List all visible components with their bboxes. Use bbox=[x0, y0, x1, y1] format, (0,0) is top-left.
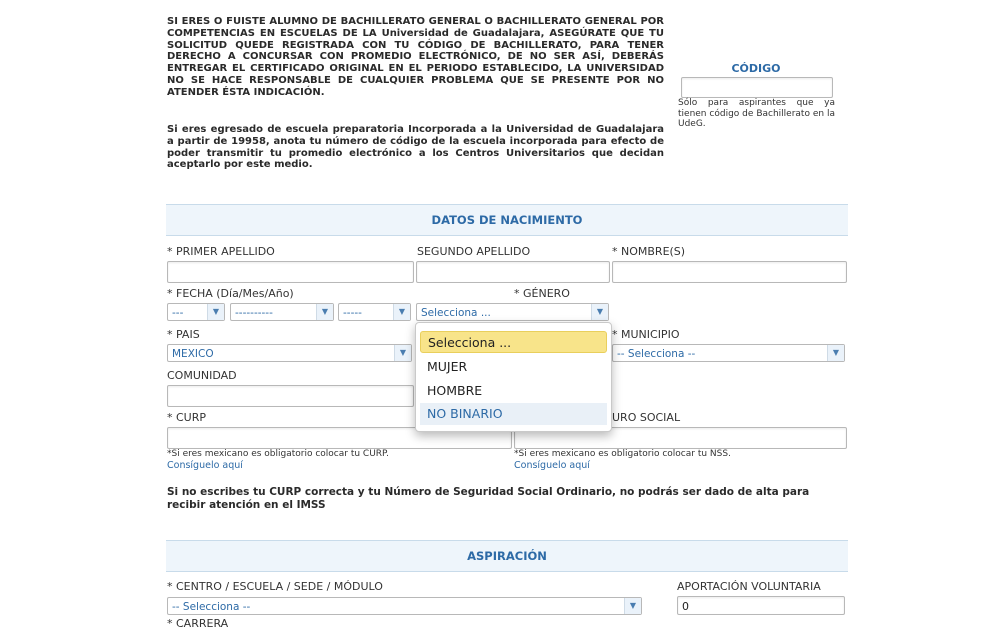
comunidad-input[interactable] bbox=[167, 385, 414, 407]
curp-link[interactable]: Consíguelo aquí bbox=[167, 460, 243, 471]
primer-apellido-label: * PRIMER APELLIDO bbox=[167, 245, 275, 258]
aspiracion-header: ASPIRACIÓN bbox=[166, 540, 848, 572]
centro-select[interactable] bbox=[167, 597, 642, 615]
codigo-hint: Sólo para aspirantes que ya tienen código de Bachillerato en la UdeG. bbox=[678, 98, 835, 129]
municipio-label: * MUNICIPIO bbox=[612, 328, 680, 341]
municipio-select[interactable] bbox=[612, 344, 845, 362]
fecha-dia-value: --- bbox=[172, 307, 184, 319]
nss-hint: *Si eres mexicano es obligatorio colocar tu NSS. bbox=[514, 449, 731, 459]
pais-select-value: MEXICO bbox=[172, 348, 214, 360]
genero-select[interactable] bbox=[416, 303, 609, 321]
incorporada-notice: Si eres egresado de escuela preparatoria Incorporada a la Universidad de Guadalajara a partir de 19958, anota tu número de código de la escuela incorporada para efecto de poder transmitir tu promedio electrónico a los Centros Universitarios que decidan aceptarlo por este medio. bbox=[167, 124, 664, 171]
chevron-down-icon: ▼ bbox=[827, 345, 844, 361]
fecha-mes-select[interactable] bbox=[230, 303, 334, 321]
genero-option-hombre[interactable]: HOMBRE bbox=[427, 383, 483, 398]
genero-select-value: Selecciona ... bbox=[421, 307, 491, 319]
nss-label: URO SOCIAL bbox=[612, 411, 681, 424]
genero-label: * GÉNERO bbox=[514, 287, 570, 300]
fecha-label: * FECHA (Día/Mes/Año) bbox=[167, 287, 294, 300]
bachillerato-notice: SI ERES O FUISTE ALUMNO DE BACHILLERATO GENERAL O BACHILLERATO GENERAL POR COMPETENCIAS EN ESCUELAS DE LA Universidad de Guadalajara, ASEGÚRATE QUE TU SOLICITUD QUEDE REGISTRADA CON TU CÓDIGO DE BACHILLERATO, PARA TENER DERECHO A CONCURSAR CON PROMEDIO ELECTRÓNICO, DE NO SER ASÍ, DEBERÁS ENTREGAR EL CERTIFICADO ORIGINAL EN EL PERIODO ESTABLECIDO, LA UNIVERSIDAD NO SE HACE RESPONSABLE DE CUALQUIER PROBLEMA QUE SE PRESENTE POR NO ATENDER ÉSTA INDICACIÓN. bbox=[167, 16, 664, 98]
datos-nacimiento-header: DATOS DE NACIMIENTO bbox=[166, 204, 848, 236]
nombres-input[interactable] bbox=[612, 261, 847, 283]
fecha-mes-value: ---------- bbox=[235, 307, 273, 319]
chevron-down-icon: ▼ bbox=[393, 304, 410, 320]
nss-link[interactable]: Consíguelo aquí bbox=[514, 460, 590, 471]
segundo-apellido-input[interactable] bbox=[416, 261, 610, 283]
nombres-label: * NOMBRE(S) bbox=[612, 245, 686, 258]
genero-option-selecciona[interactable]: Selecciona ... bbox=[420, 331, 607, 353]
fecha-anio-select[interactable] bbox=[338, 303, 411, 321]
chevron-down-icon: ▼ bbox=[624, 598, 641, 614]
codigo-input[interactable] bbox=[681, 77, 833, 98]
curp-label: * CURP bbox=[167, 411, 207, 424]
chevron-down-icon: ▼ bbox=[316, 304, 333, 320]
fecha-anio-value: ----- bbox=[343, 307, 362, 319]
municipio-select-value: -- Selecciona -- bbox=[617, 348, 696, 360]
genero-option-no-binario[interactable]: NO BINARIO bbox=[420, 403, 607, 425]
genero-option-mujer[interactable]: MUJER bbox=[427, 359, 468, 374]
codigo-title: CÓDIGO bbox=[731, 62, 781, 75]
fecha-dia-select[interactable] bbox=[167, 303, 225, 321]
curp-hint: *Si eres mexicano es obligatorio colocar tu CURP. bbox=[167, 449, 389, 459]
pais-label: * PAIS bbox=[167, 328, 200, 341]
centro-label: * CENTRO / ESCUELA / SEDE / MÓDULO bbox=[167, 580, 383, 593]
genero-dropdown bbox=[415, 322, 612, 432]
carrera-label: * CARRERA bbox=[167, 617, 229, 630]
pais-select[interactable] bbox=[167, 344, 412, 362]
centro-select-value: -- Selecciona -- bbox=[172, 601, 251, 613]
primer-apellido-input[interactable] bbox=[167, 261, 414, 283]
chevron-down-icon: ▼ bbox=[394, 345, 411, 361]
aportacion-label: APORTACIÓN VOLUNTARIA bbox=[677, 580, 821, 593]
segundo-apellido-label: SEGUNDO APELLIDO bbox=[417, 245, 531, 258]
imss-warning: Si no escribes tu CURP correcta y tu Número de Seguridad Social Ordinario, no podrás ser dado de alta para recibir atención en el IMSS bbox=[167, 486, 810, 511]
chevron-down-icon: ▼ bbox=[591, 304, 608, 320]
chevron-down-icon: ▼ bbox=[207, 304, 224, 320]
comunidad-label: COMUNIDAD bbox=[167, 369, 237, 382]
aportacion-input[interactable]: 0 bbox=[677, 596, 845, 615]
